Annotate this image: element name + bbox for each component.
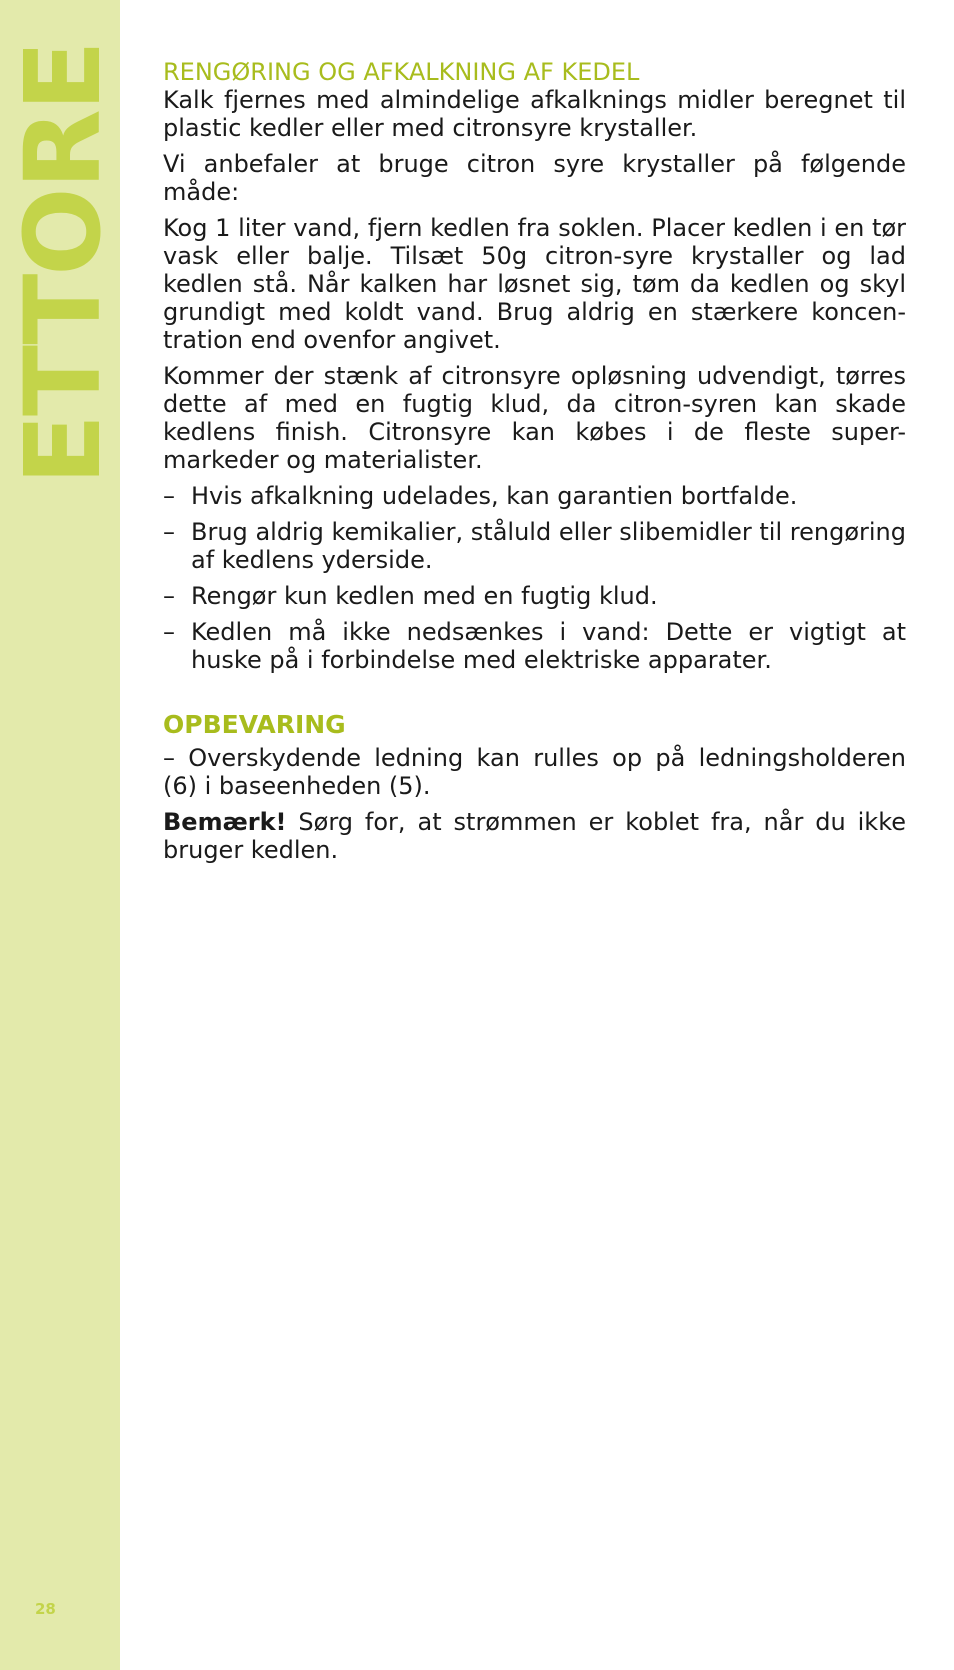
page-number: 28	[35, 1600, 56, 1618]
list-item	[163, 518, 906, 574]
list-item-text: Kedlen må ikke nedsænkes i vand: Dette er vigtigt at huske på i forbindelse med elektriske apparater.	[191, 618, 906, 674]
cleaning-paragraph-2: Vi anbefaler at bruge citron syre krystaller på følgende måde:	[163, 150, 906, 206]
cleaning-paragraph-4: Kommer der stænk af citronsyre opløsning udvendigt, tørres dette af med en fugtig klud, da citron-syren kan skade kedlens finish. Citronsyre kan købes i de fleste super-markeder og materialister.	[163, 362, 906, 474]
dash-marker: –	[163, 618, 175, 646]
dash-marker: –	[163, 482, 175, 510]
cleaning-heading: RENGØRING OG AFKALKNING AF KEDEL	[163, 58, 640, 86]
storage-line: – Overskydende ledning kan rulles op på ledningsholderen (6) i baseenheden (5).	[163, 744, 906, 800]
list-item-text: Brug aldrig kemikalier, ståluld eller slibemidler til rengøring af kedlens yderside.	[191, 518, 906, 574]
cleaning-paragraph-1: Kalk fjernes med almindelige afkalknings midler beregnet til plastic kedler eller med citronsyre krystaller.	[163, 86, 906, 142]
list-item	[163, 482, 906, 510]
list-item-text: Rengør kun kedlen med en fugtig klud.	[191, 582, 658, 610]
storage-heading: OPBEVARING	[163, 710, 346, 739]
cleaning-bullet-list	[163, 482, 906, 674]
list-item	[163, 618, 906, 674]
list-item	[163, 582, 906, 610]
main-content	[163, 58, 906, 872]
brand-logo-text: ETTORE	[2, 42, 124, 485]
brand-wrapper	[2, 42, 124, 485]
dash-marker: –	[163, 518, 175, 546]
note-text: Sørg for, at strømmen er koblet fra, når du ikke bruger kedlen.	[163, 808, 906, 864]
storage-note	[163, 808, 906, 864]
list-item-text: Hvis afkalkning udelades, kan garantien bortfalde.	[191, 482, 798, 510]
dash-marker: –	[163, 582, 175, 610]
note-label: Bemærk!	[163, 808, 287, 836]
sidebar	[0, 0, 124, 1670]
cleaning-paragraph-3: Kog 1 liter vand, fjern kedlen fra soklen. Placer kedlen i en tør vask eller balje. Tilsæt 50g citron-syre krystaller og lad kedlen stå. Når kalken har løsnet sig, tøm da kedlen og skyl grundigt med koldt vand. Brug aldrig en stærkere koncen-tration end ovenfor angivet.	[163, 214, 906, 354]
